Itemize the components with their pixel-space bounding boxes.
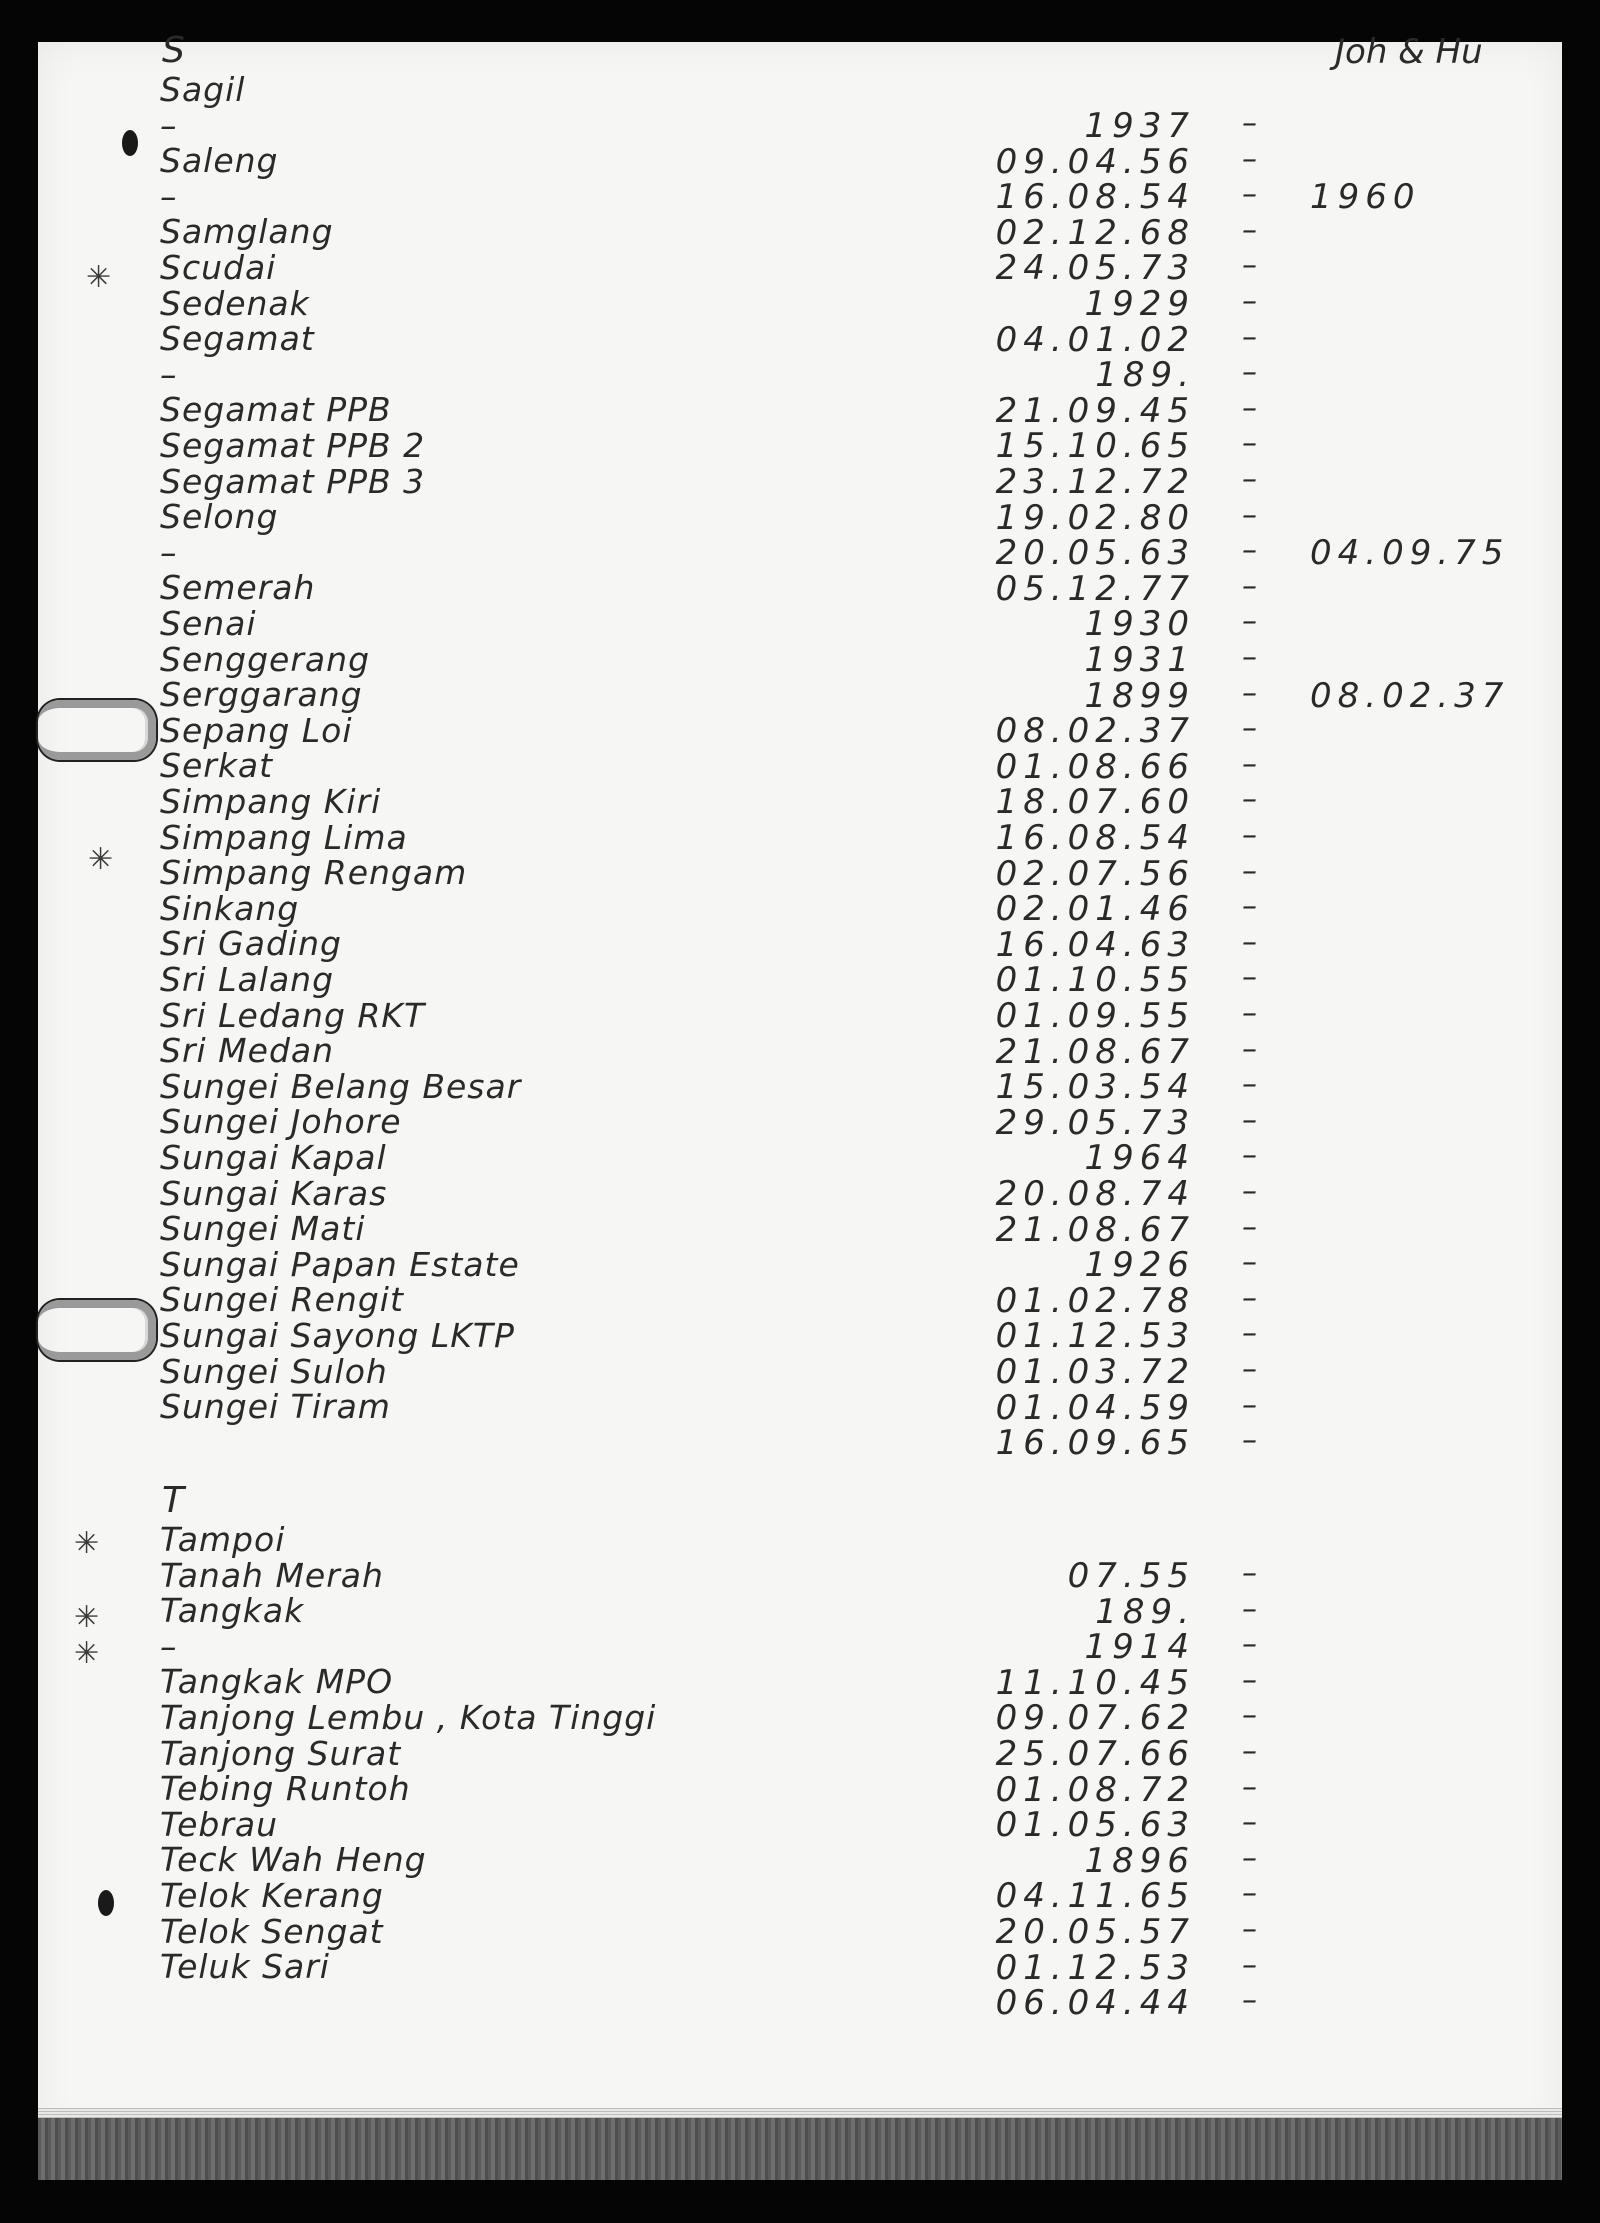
entry-place: Sungai Karas [160, 1173, 388, 1213]
entry-date: 09.04.56 [995, 141, 1195, 182]
entry-dash: – [1242, 604, 1257, 640]
entry-date: 07.55 [1067, 1556, 1195, 1596]
entry-date: 23.12.72 [995, 462, 1195, 502]
asterisk-mark: ✳ [74, 1526, 100, 1561]
entry-date: 01.12.53 [995, 1316, 1195, 1357]
entry-dash: – [1242, 1662, 1257, 1698]
entry-dash: – [1242, 1734, 1257, 1769]
entry-end-date: 04.09.75 [1310, 533, 1510, 574]
entry-date: 06.04.44 [995, 1983, 1195, 2024]
entry-place: Sungai Sayong LKTP [160, 1316, 515, 1355]
entry-dash: – [1242, 1840, 1257, 1876]
entry-dash: – [1242, 106, 1257, 141]
entry-dash: – [1242, 568, 1257, 604]
entry-place: Senai [160, 604, 257, 643]
entry-dash: – [1242, 1423, 1257, 1459]
entry-place: Sungai Papan Estate [160, 1244, 520, 1284]
entry-place: Sri Lalang [160, 960, 335, 999]
entry-place: Serkat [160, 746, 274, 786]
entry-dash: – [1242, 462, 1257, 497]
section-letter: S [162, 30, 185, 71]
entry-dash: – [1242, 1138, 1257, 1174]
entry-place: Sungei Tiram [160, 1387, 391, 1427]
section-letter: T [162, 1480, 184, 1521]
entry-dash: – [1242, 1805, 1257, 1841]
entry-dash: – [1242, 1174, 1257, 1209]
entry-date: 189. [1095, 355, 1195, 396]
entry-place: Teck Wah Heng [160, 1840, 427, 1880]
entry-date: 16.04.63 [995, 924, 1195, 965]
entry-dash: – [1242, 497, 1257, 533]
entry-date: 1899 [1084, 675, 1195, 716]
entry-date: 1896 [1084, 1840, 1195, 1881]
entry-place: Sungei Johore [160, 1102, 402, 1142]
entry-place: Sungei Mati [160, 1209, 366, 1249]
entry-date: 1926 [1084, 1245, 1195, 1286]
entry-dash: – [1242, 1102, 1257, 1138]
entry-place: Tebing Runtoh [160, 1769, 411, 1809]
entry-place: Tebrau [160, 1804, 279, 1844]
entry-end-date: 1960 [1310, 177, 1421, 218]
entry-date: 24.05.73 [995, 248, 1195, 289]
entry-place: Tangkak MPO [160, 1662, 394, 1702]
entry-dash: – [1242, 1591, 1257, 1627]
entry-date: 02.07.56 [995, 853, 1195, 894]
entry-dash: – [1242, 1245, 1257, 1281]
entry-date: 01.08.72 [995, 1769, 1195, 1810]
entry-date: 29.05.73 [995, 1102, 1195, 1143]
entry-date: 16.09.65 [995, 1423, 1195, 1464]
entry-date: 1930 [1084, 604, 1195, 645]
entry-date: 15.10.65 [995, 426, 1195, 467]
entry-place: Simpang Lima [160, 817, 408, 857]
entry-date: 01.03.72 [995, 1352, 1195, 1392]
entry-end-date: 08.02.37 [1310, 675, 1510, 716]
entry-dash: – [1242, 1280, 1257, 1316]
entry-place: Saleng [160, 141, 279, 181]
entry-place: Segamat PPB 3 [160, 461, 426, 501]
entry-place: – [160, 105, 178, 145]
entry-date: 1937 [1084, 106, 1195, 146]
entry-date: 20.05.63 [995, 533, 1195, 574]
asterisk-mark: ✳ [88, 842, 114, 877]
entry-place: Serggarang [160, 675, 363, 715]
entry-date: 04.01.02 [995, 319, 1195, 360]
entry-date: 20.08.74 [995, 1174, 1195, 1214]
entry-place: Sri Ledang RKT [160, 995, 426, 1035]
entry-date: 21.08.67 [995, 1031, 1195, 1072]
entry-dash: – [1242, 818, 1257, 853]
entry-date: 05.12.77 [995, 568, 1195, 609]
entry-place: – [160, 1626, 178, 1666]
entry-date: 25.07.66 [995, 1734, 1195, 1774]
entry-place: Sepang Loi [160, 710, 353, 750]
entry-place: Sungai Kapal [160, 1138, 387, 1177]
entry-dash: – [1242, 248, 1257, 284]
entry-place: Sri Medan [160, 1031, 335, 1071]
entry-dash: – [1242, 141, 1257, 177]
asterisk-mark: ✳ [74, 1636, 100, 1671]
entry-place: Tanjong Lembu , Kota Tinggi [160, 1698, 657, 1737]
entry-date: 01.12.53 [995, 1947, 1195, 1988]
entry-dash: – [1242, 1387, 1257, 1423]
entry-place: Tampoi [160, 1520, 286, 1559]
entry-dash: – [1242, 996, 1257, 1031]
entry-place: Semerah [160, 568, 316, 608]
entry-dash: – [1242, 1352, 1257, 1387]
entry-place: Segamat PPB [160, 390, 392, 430]
entry-dash: – [1242, 212, 1257, 248]
entry-dash: – [1242, 782, 1257, 818]
entry-dash: – [1242, 746, 1257, 782]
entry-dash: – [1242, 1698, 1257, 1734]
entry-place: Segamat [160, 319, 315, 359]
entry-dash: – [1242, 1067, 1257, 1103]
entry-dash: – [1242, 924, 1257, 960]
entry-date: 1929 [1084, 284, 1195, 324]
entry-date: 15.03.54 [995, 1067, 1195, 1108]
entry-date: 1931 [1084, 640, 1195, 680]
entry-date: 20.05.57 [995, 1912, 1195, 1952]
entry-place: Sinkang [160, 888, 300, 928]
binder-ring [38, 1300, 156, 1360]
entry-date: 01.09.55 [995, 996, 1195, 1036]
entry-place: Simpang Rengam [160, 853, 468, 893]
entry-place: Simpang Kiri [160, 782, 382, 821]
entry-dash: – [1242, 533, 1257, 569]
entry-date: 1964 [1084, 1138, 1195, 1179]
entry-place: Sungei Rengit [160, 1280, 404, 1320]
entry-place: Tanah Merah [160, 1555, 384, 1595]
punch-hole [98, 1890, 114, 1916]
entry-dash: – [1242, 1947, 1257, 1983]
entry-place: Senggerang [160, 639, 371, 679]
entry-place: Selong [160, 497, 279, 537]
entry-date: 02.01.46 [995, 889, 1195, 930]
entry-dash: – [1242, 1912, 1257, 1947]
entry-place: Tangkak [160, 1591, 305, 1631]
entry-date: 189. [1095, 1591, 1195, 1632]
entry-date: 1914 [1084, 1627, 1195, 1668]
entry-dash: – [1242, 640, 1257, 675]
entry-place: Sedenak [160, 283, 310, 323]
asterisk-mark: ✳ [86, 260, 112, 295]
entry-date: 16.08.54 [995, 818, 1195, 858]
entry-place: – [160, 532, 178, 572]
header-initials: Joh & Hu [1335, 32, 1483, 72]
entry-dash: – [1242, 889, 1257, 925]
entry-dash: – [1242, 1769, 1257, 1805]
entry-date: 11.10.45 [995, 1662, 1195, 1703]
binder-edge [38, 2118, 1562, 2180]
punch-hole [122, 130, 138, 156]
entry-dash: – [1242, 1031, 1257, 1067]
entry-dash: – [1242, 675, 1257, 711]
entry-dash: – [1242, 177, 1257, 213]
entry-dash: – [1242, 1556, 1257, 1591]
entry-place: Sungei Suloh [160, 1351, 388, 1391]
entry-dash: – [1242, 355, 1257, 391]
entry-date: 21.08.67 [995, 1209, 1195, 1250]
entry-place: – [160, 354, 178, 394]
entry-dash: – [1242, 1316, 1257, 1352]
entry-place: Tanjong Surat [160, 1733, 402, 1773]
entry-date: 01.04.59 [995, 1387, 1195, 1428]
entry-place: Samglang [160, 212, 334, 252]
entry-date: 04.11.65 [995, 1876, 1195, 1917]
entry-place: Teluk Sari [160, 1947, 330, 1987]
entry-dash: – [1242, 284, 1257, 319]
entry-date: 01.10.55 [995, 960, 1195, 1001]
binder-ring [38, 700, 156, 760]
entry-date: 21.09.45 [995, 390, 1195, 431]
entry-date: 02.12.68 [995, 212, 1195, 253]
entry-date: 01.08.66 [995, 746, 1195, 787]
entry-date: 08.02.37 [995, 711, 1195, 752]
entry-date: 19.02.80 [995, 497, 1195, 538]
entry-place: Telok Kerang [160, 1876, 384, 1915]
entry-dash: – [1242, 960, 1257, 996]
entry-date: 18.07.60 [995, 782, 1195, 823]
entry-dash: – [1242, 853, 1257, 889]
entry-dash: – [1242, 1983, 1257, 2019]
entry-date: 16.08.54 [995, 177, 1195, 218]
entry-date: 09.07.62 [995, 1698, 1195, 1739]
entry-dash: – [1242, 390, 1257, 426]
entry-place: Sri Gading [160, 924, 342, 964]
asterisk-mark: ✳ [74, 1600, 100, 1635]
entry-dash: – [1242, 1876, 1257, 1912]
entry-place: Segamat PPB 2 [160, 426, 426, 465]
entry-place: Telok Sengat [160, 1911, 384, 1951]
entry-dash: – [1242, 711, 1257, 747]
entry-dash: – [1242, 426, 1257, 462]
entry-place: Scudai [160, 248, 277, 287]
entry-date: 01.05.63 [995, 1805, 1195, 1846]
entry-dash: – [1242, 1627, 1257, 1663]
entry-place: – [160, 176, 178, 216]
entry-place: Sungei Belang Besar [160, 1066, 522, 1106]
entry-place: Sagil [160, 70, 246, 109]
entry-dash: – [1242, 1209, 1257, 1245]
entry-dash: – [1242, 319, 1257, 355]
entry-date: 01.02.78 [995, 1280, 1195, 1321]
